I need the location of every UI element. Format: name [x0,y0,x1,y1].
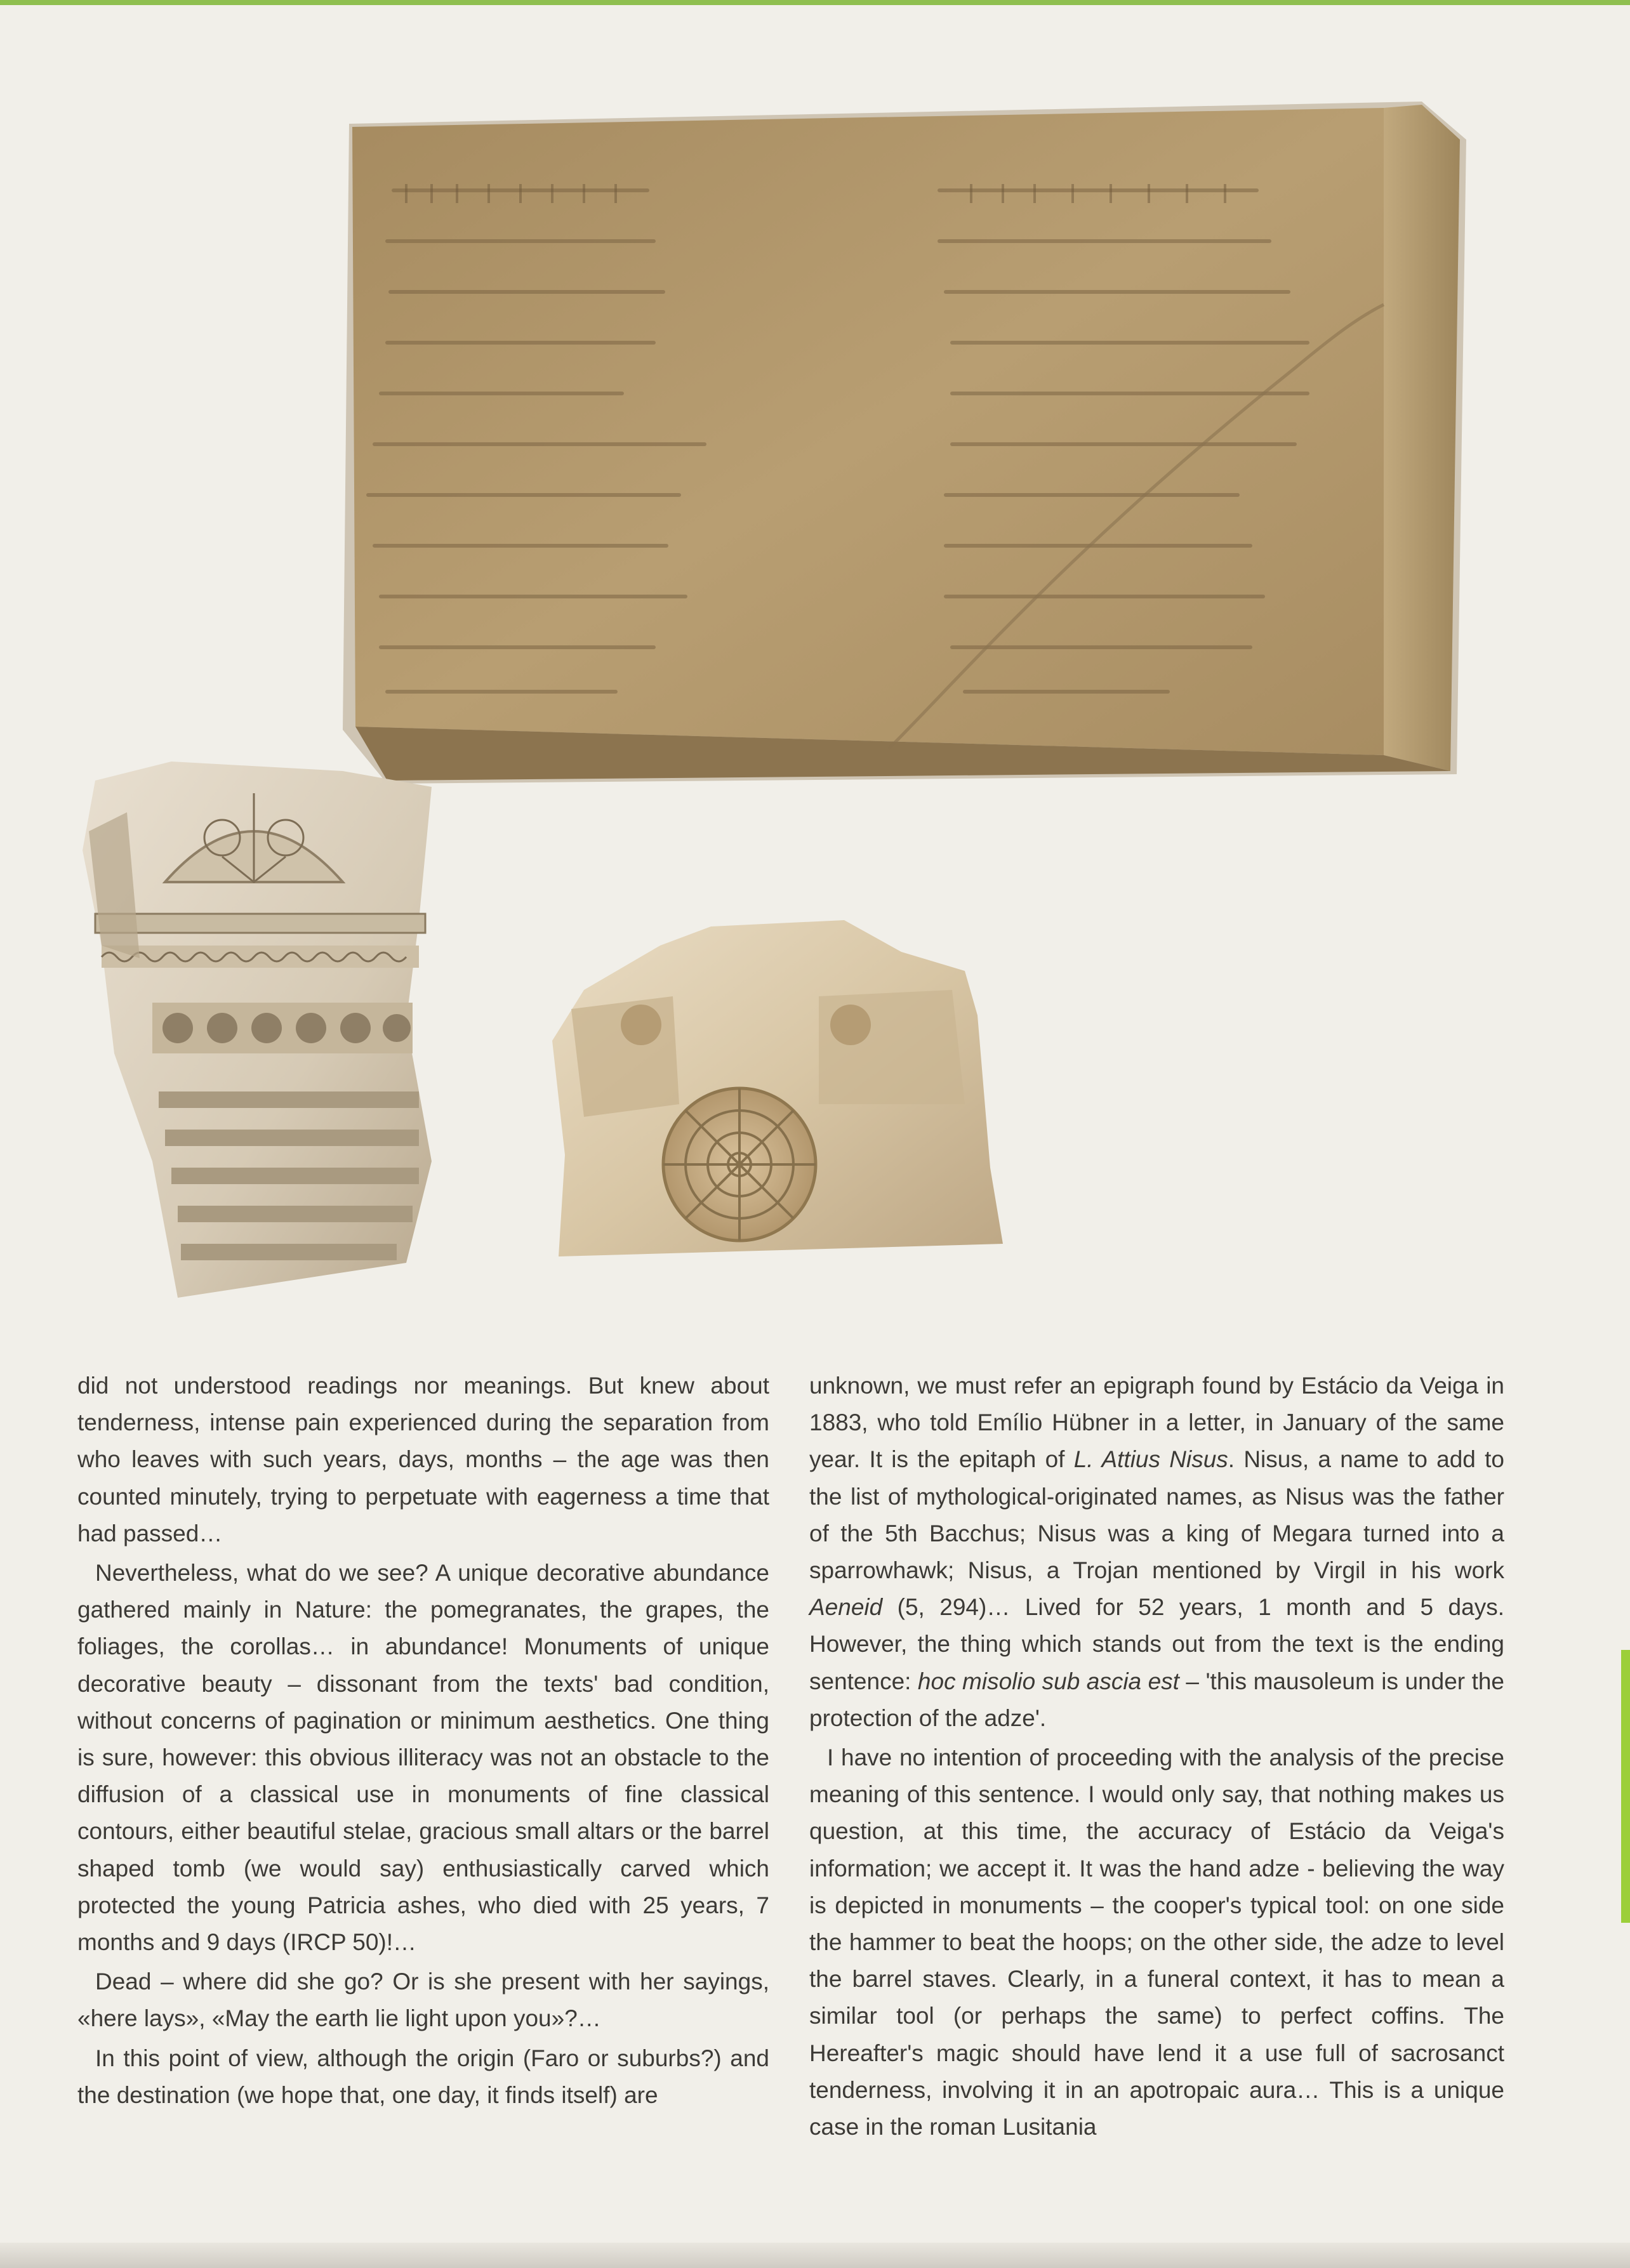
latin-quote: hoc misolio sub ascia est [917,1668,1179,1694]
inscription-slab-image [343,102,1466,784]
inscription-slab-photo [343,102,1466,784]
rosette-fragment-photo [546,914,1006,1260]
paragraph: In this point of view, although the origin (Faro or suburbs?) and the destination (we hope that, one day, it finds itself) are [77,2045,769,2108]
paragraph: did not understood readings nor meanings. But knew about tenderness, intense pain experienced during the separation from who leaves with such years, days, months – the age was then counted minutely, trying to perpetuate with eagerness a time that had passed… [77,1373,769,1546]
paragraph-text: unknown, we must refer an epigraph found by Estácio da Veiga in 1883, who told Emílio Hübner in a letter, in January of the same year. It is the epitaph of [809,1373,1504,1473]
paragraph [809,1368,1504,1737]
text-column-right [809,1368,1504,2146]
cornice-fragment-image [76,755,438,1298]
cornice-fragment-photo [76,755,438,1298]
page-bottom-edge [0,2243,1630,2268]
paragraph-text: – 'this mausoleum is under the protection of the adze'. [809,1668,1505,1731]
person-name: L. Attius Nisus [1073,1446,1228,1473]
paragraph: Dead – where did she go? Or is she present with her sayings, «here lays», «May the earth lie light upon you»?… [77,1968,769,2032]
chapter-tab [1621,1650,1630,1923]
text-column-left [77,1368,769,2114]
paragraph: Nevertheless, what do we see? A unique decorative abundance gathered mainly in Nature: the pomegranates, the grapes, the foliages, the corollas… in abundance! Monuments of unique decorative beauty – dissonant from the texts' bad condition, without concerns of pagination or minimum aesthetics. One thing is sure, however: this obvious illiteracy was not an obstacle to the diffusion of a classical use in monuments of fine classical contours, either beautiful stelae, gracious small altars or the barrel shaped tomb (we would say) enthusiastically carved which protected the young Patricia ashes, who died with 25 years, 7 months and 9 days (IRCP 50)!… [77,1560,769,1956]
paragraph-text: . Nisus, a name to add to the list of mythological-originated names, as Nisus was the father of the 5th Bacchus; Nisus was a king of Megara turned into a sparrowhawk; Nisus, a Trojan mentioned by Virgil in his work [809,1446,1504,1584]
paragraph-text: (5, 294)… Lived for 52 years, 1 month and 5 days. However, the thing which stands out from the text is the ending sentence: [809,1594,1504,1694]
work-title: Aeneid [809,1594,883,1621]
paragraph: I have no intention of proceeding with the analysis of the precise meaning of this sentence. I would only say, that nothing makes us question, at this time, the accuracy of Estácio da Veiga's information; we accept it. It was the hand adze - believing the way is depicted in monuments – the cooper's typical tool: on one side the hammer to beat the hoops; on the other side, the adze to level the barrel staves. Clearly, in a funeral context, it has to mean a similar tool (or perhaps the same) to perfect coffins. The Hereafter's magic should have lend it a use full of sacrosanct tenderness, involving it in an apotropaic aura… This is a unique case in the roman Lusitania [809,1744,1504,2140]
rosette-fragment-image [546,914,1006,1260]
page-top-edge [0,0,1630,5]
